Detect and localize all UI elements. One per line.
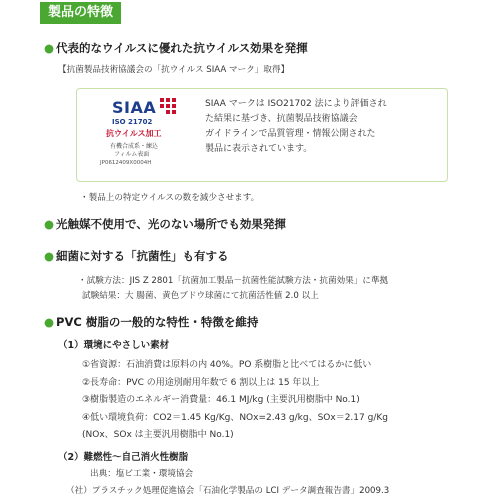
eco-item: ②長寿命：PVC の用途別耐用年数で 6 割以上は 15 年以上	[82, 378, 320, 388]
test-method-line: ・試験方法：JIS Z 2801「抗菌加工製品－抗菌性能試験方法・抗菌効果」に準拠	[78, 276, 389, 286]
page-title: 製品の特徴	[40, 2, 121, 24]
bullet-dot-icon: ●	[44, 249, 55, 263]
section-subtitle: 【抗菌製品技術協議会の「抗ウイルス SIAA マーク」取得】	[58, 65, 290, 75]
subheading-eco-material: （1）環境にやさしい素材	[58, 340, 170, 351]
siaa-logo-code: JP0612409X0004H	[100, 160, 152, 166]
siaa-iso-text: ISO 21702	[112, 118, 153, 126]
eco-item: ③樹脂製造のエネルギー消費量：46.1 MJ/kg (主要汎用樹脂中 No.1)	[82, 395, 360, 405]
source-line: 出典：塩ビ工業・環境協会	[90, 469, 194, 479]
eco-item: ④低い環境負荷：CO2＝1.45 Kg/Kg、NOx=2.43 g/kg、SOx＝2.17 g/Kg	[82, 413, 388, 423]
siaa-antivirus-label: 抗ウイルス加工	[106, 129, 162, 138]
eco-item: ①省資源：石油消費は原料の内 40%。PO 系樹脂と比べてはるかに低い	[82, 360, 372, 370]
section-note: ・製品上の特定ウイルスの数を減少させます。	[80, 193, 260, 203]
siaa-description	[205, 97, 387, 157]
section-heading-text: 細菌に対する「抗菌性」も有する	[56, 249, 229, 263]
section-heading-text: PVC 樹脂の一般的な特性・特徴を維持	[56, 315, 259, 329]
section-heading-text: 光触媒不使用で、光のない場所でも効果発揮	[56, 217, 286, 231]
siaa-desc-line: 製品に表示されています。	[205, 144, 313, 154]
section-heading-pvc	[44, 314, 258, 330]
eco-item: (NOx、SOx は主要汎用樹脂中 No.1)	[82, 430, 234, 440]
siaa-logo	[90, 96, 190, 172]
siaa-mark-icon	[160, 98, 176, 114]
test-result-line: 試験結果：大 腸菌、黄色ブドウ球菌にて抗菌活性値 2.0 以上	[82, 291, 319, 301]
section-heading-antibacterial	[44, 248, 229, 264]
bullet-dot-icon: ●	[44, 41, 55, 55]
siaa-logo-line2: フィルム表面	[114, 151, 150, 158]
siaa-desc-line: ガイドラインで品質管理・情報公開された	[205, 129, 376, 139]
siaa-logo-text: SIAA	[112, 98, 157, 117]
bullet-dot-icon: ●	[44, 217, 55, 231]
siaa-logo-line1: 有機合成系・練込	[110, 143, 159, 150]
section-heading-no-photocatalyst	[44, 216, 286, 232]
subheading-flame-retardant: （2）難燃性～自己消火性樹脂	[58, 452, 189, 463]
siaa-desc-line: た結果に基づき、抗菌製品技術協議会	[205, 114, 358, 124]
siaa-desc-line: SIAA マークは ISO21702 法により評価され	[205, 99, 387, 109]
source-line: （社）プラスチック処理促進協会「石油化学製品の LCI データ調査報告書」2009.3	[66, 486, 390, 496]
section-heading-antivirus	[44, 40, 308, 56]
section-heading-text: 代表的なウイルスに優れた抗ウイルス効果を発揮	[56, 41, 308, 55]
bullet-dot-icon: ●	[44, 315, 55, 329]
